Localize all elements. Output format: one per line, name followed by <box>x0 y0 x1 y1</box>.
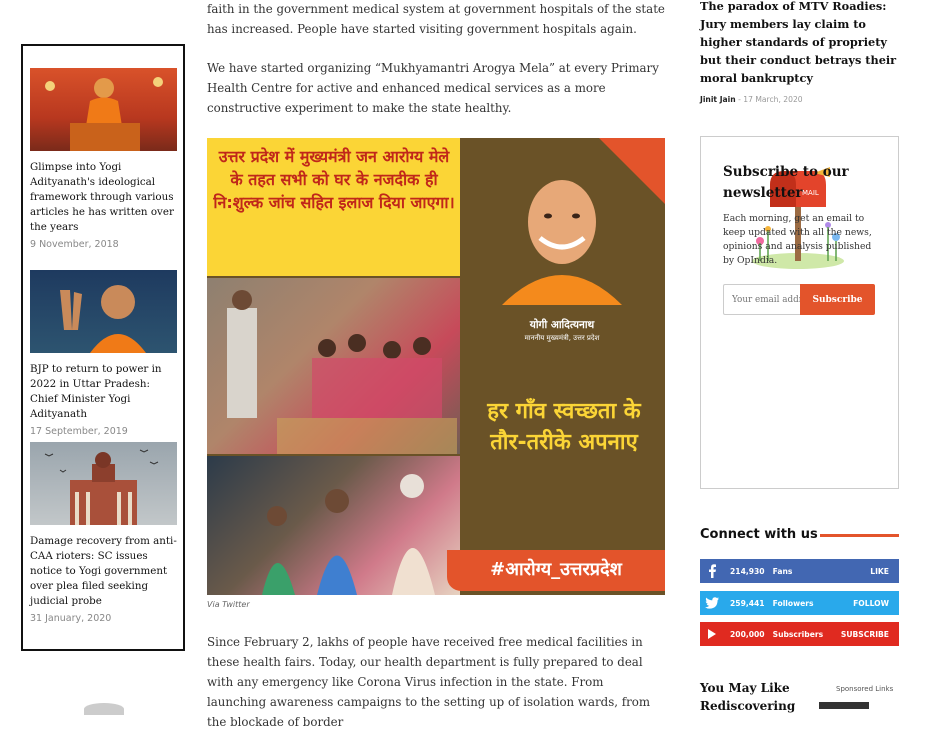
newsletter-description: Each morning, get an email to keep updated with all the news, opinions and analysis published by OpIndia. <box>723 213 872 266</box>
sidebar-post-author[interactable]: Jinit Jain <box>700 95 736 104</box>
article-paragraph: faith in the government medical system at government hospitals of the state has increased. People have started visiting government hospitals again. <box>207 2 665 36</box>
sidebar-post-meta <box>700 95 899 104</box>
connect-heading: Connect with us <box>700 527 818 542</box>
related-post-thumbnail[interactable] <box>30 68 177 151</box>
youtube-subscribe-button[interactable]: SUBSCRIBE <box>840 629 889 639</box>
related-post-title[interactable]: Glimpse into Yogi Adityanath's ideological framework through various articles he has written over the years <box>30 161 174 233</box>
svg-text:MAIL: MAIL <box>802 189 819 197</box>
poster-portrait <box>492 160 632 305</box>
youtube-count: 200,000 <box>730 629 765 639</box>
article-poster-image[interactable] <box>207 138 665 595</box>
you-may-like-item-title[interactable]: Rediscovering <box>700 699 796 713</box>
connect-heading-underline <box>820 534 899 537</box>
related-post[interactable] <box>30 68 178 250</box>
article-paragraph: Since February 2, lakhs of people have received free medical facilities in these health fairs. Today, our health department is fully prepared to deal with any emergency like Corona Virus infection in the state. From launching awareness campaigns to the setting up of isolation wards, from the blockade of border <box>207 635 651 729</box>
image-caption: Via Twitter <box>207 600 250 609</box>
sponsored-thumbnail[interactable] <box>819 702 869 709</box>
facebook-count: 214,930 <box>730 566 765 576</box>
related-post-date: 9 November, 2018 <box>30 239 119 250</box>
author-avatar <box>84 703 124 715</box>
facebook-like-button[interactable]: LIKE <box>870 566 889 576</box>
twitter-unit: Followers <box>772 598 814 608</box>
newsletter-email-input[interactable] <box>723 284 800 315</box>
social-twitter[interactable] <box>700 591 899 615</box>
twitter-icon <box>700 591 724 615</box>
related-post-date: 31 January, 2020 <box>30 613 112 624</box>
social-facebook[interactable] <box>700 559 899 583</box>
related-post-thumbnail[interactable] <box>30 270 177 353</box>
twitter-follow-button[interactable]: FOLLOW <box>853 598 889 608</box>
twitter-count: 259,441 <box>730 598 765 608</box>
subscribe-button[interactable]: Subscribe <box>800 284 875 315</box>
article-paragraph: We have started organizing “Mukhyamantri Arogya Mela” at every Primary Health Centre for active and enhanced medical services as a more constructive experiment to make the state healthy. <box>207 61 659 115</box>
sponsored-links-label[interactable]: Sponsored Links <box>836 685 894 693</box>
facebook-icon <box>700 559 724 583</box>
facebook-unit: Fans <box>772 566 793 576</box>
sidebar-post-date: - 17 March, 2020 <box>738 95 803 104</box>
poster-headline: उत्तर प्रदेश में मुख्यमंत्री जन आरोग्य मेले के तहत सभी को घर के नजदीक ही नि:शुल्क जांच सहित इलाज दिया जाएगा। <box>213 147 455 212</box>
related-posts-box <box>21 44 185 651</box>
sidebar-top-post[interactable] <box>700 0 899 104</box>
newsletter-title: Subscribe to our newsletter <box>723 164 849 201</box>
sidebar-post-title[interactable]: The paradox of MTV Roadies: Jury members lay claim to higher standards of propriety but their conduct betrays their moral bankruptcy <box>700 0 897 85</box>
you-may-like-heading: You May Like <box>700 681 790 695</box>
related-post-date: 17 September, 2019 <box>30 426 128 437</box>
related-post-title[interactable]: Damage recovery from anti-CAA rioters: SC issues notice to Yogi government over plea filed seeking judicial probe <box>30 535 177 607</box>
related-post[interactable] <box>30 442 178 624</box>
poster-designation: माननीय मुख्यमंत्री, उत्तर प्रदेश <box>524 334 600 342</box>
related-post[interactable] <box>30 270 178 437</box>
related-post-thumbnail[interactable] <box>30 442 177 525</box>
related-post-title[interactable]: BJP to return to power in 2022 in Uttar Pradesh: Chief Minister Yogi Adityanath <box>30 363 162 420</box>
poster-photo-health-camp <box>207 278 460 454</box>
poster-name: योगी आदित्यनाथ <box>529 319 595 331</box>
youtube-unit: Subscribers <box>772 629 824 639</box>
poster-photo-household-visit <box>207 456 460 595</box>
youtube-icon <box>700 622 724 646</box>
poster-hashtag: #आरोग्य_उत्तरप्रदेश <box>490 559 622 580</box>
poster-slogan: हर गाँव स्वच्छता के तौर-तरीके अपनाए <box>487 399 641 455</box>
social-youtube[interactable] <box>700 622 899 646</box>
